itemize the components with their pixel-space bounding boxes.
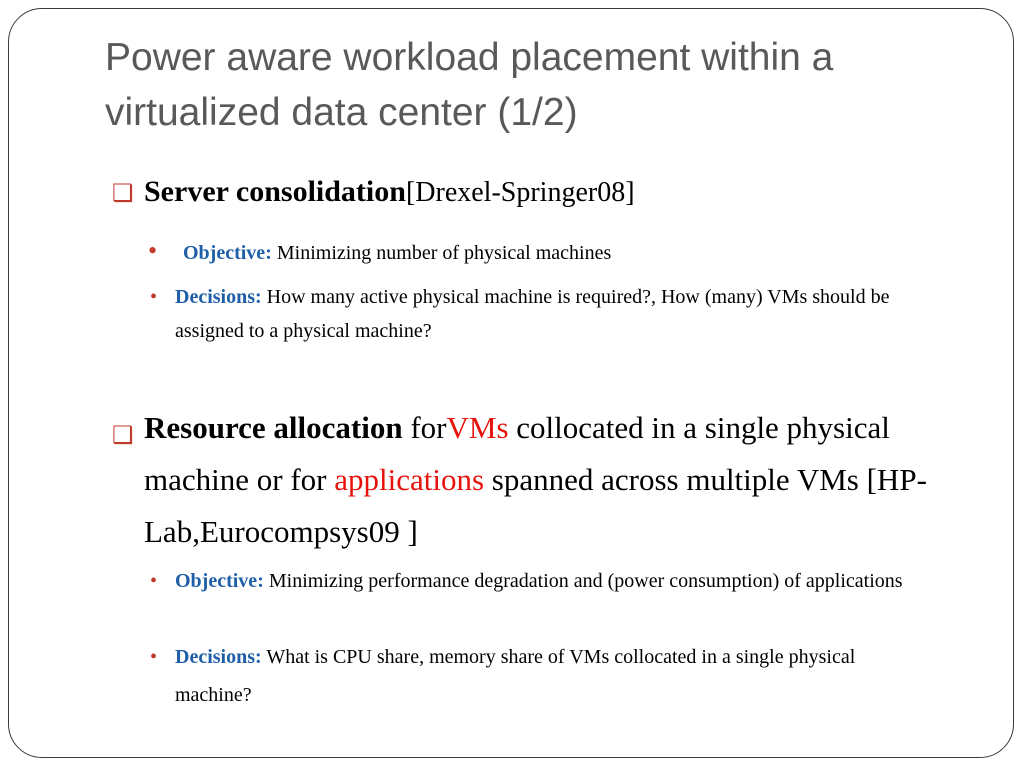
- section-heading-bold: Server consolidation: [144, 175, 406, 208]
- item-label: Objective:: [183, 242, 272, 264]
- bullet-dot-icon: •: [150, 286, 158, 308]
- bullet-dot-icon: •: [148, 236, 158, 265]
- bullet-dot-icon: •: [150, 570, 158, 592]
- section-heading-text: for: [410, 410, 447, 445]
- list-item: [150, 564, 980, 598]
- item-text: Minimizing number of physical machines: [276, 242, 612, 264]
- section-heading-text: collocated in a single physical machine or for: [144, 410, 890, 497]
- section-heading-highlight: applications: [334, 462, 485, 497]
- item-text: How many active physical machine is required?, How (many) VMs should be assigned to a physical machine?: [175, 286, 890, 342]
- item-label: Decisions:: [175, 646, 262, 668]
- checkbox-square-icon: ❑: [112, 181, 134, 207]
- list-item: [150, 236, 940, 270]
- section-server-consolidation: [112, 172, 836, 213]
- checkbox-square-icon: ❑: [112, 423, 134, 449]
- list-item: [150, 280, 950, 348]
- item-text: What is CPU share, memory share of VMs collocated in a single physical machine?: [175, 646, 856, 706]
- bullet-dot-icon: •: [150, 646, 158, 668]
- section-heading-ref: [Drexel-Springer08]: [405, 177, 635, 208]
- section-heading-highlight: VMs: [446, 410, 509, 445]
- item-text: Minimizing performance degradation and (power consumption) of applications: [268, 570, 903, 592]
- list-item: [150, 638, 910, 714]
- section-heading-text: spanned across multiple VMs [HP-Lab,Eurocompsys09 ]: [144, 462, 927, 549]
- slide-title: Power aware workload placement within a virtualized data center (1/2): [105, 36, 834, 134]
- item-label: Decisions:: [175, 286, 262, 308]
- item-label: Objective:: [175, 570, 264, 592]
- section-heading-bold: Resource allocation: [144, 410, 403, 445]
- section-resource-allocation: [112, 402, 946, 558]
